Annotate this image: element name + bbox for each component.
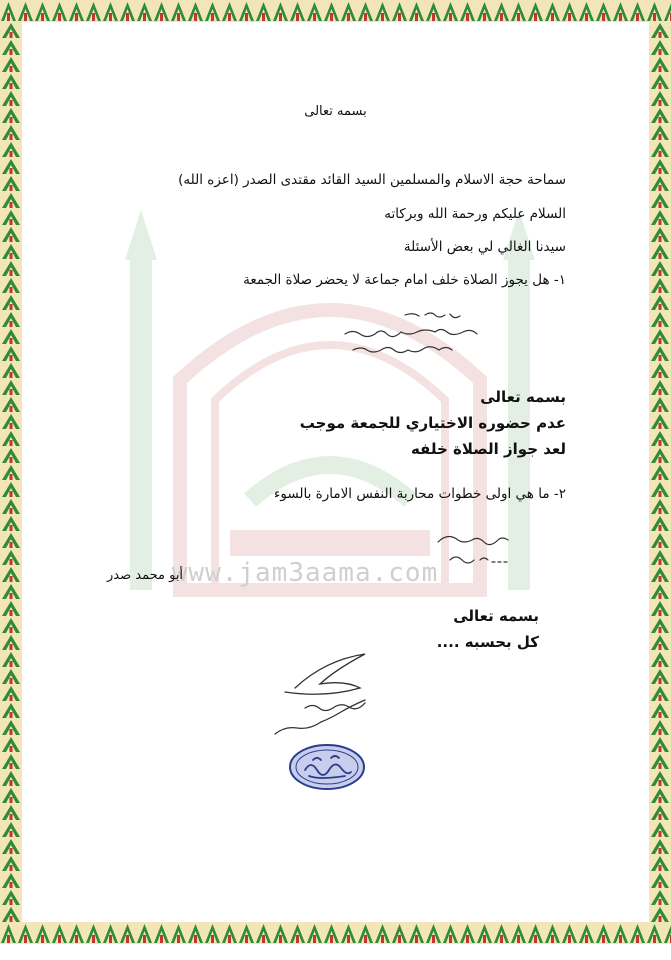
signer-name: أبو محمد صدر — [107, 568, 184, 583]
watermark-url: www.jam3aama.com — [171, 558, 439, 588]
answer-1-line-1: عدم حضوره الاختياري للجمعة موجب — [299, 414, 566, 432]
handwritten-signature — [265, 650, 395, 740]
greeting: السلام عليكم ورحمة الله وبركاته — [384, 206, 566, 222]
border-top — [0, 0, 671, 22]
handwritten-answer-1 — [335, 310, 510, 365]
official-stamp — [287, 742, 367, 792]
border-bottom — [0, 922, 671, 944]
answer-1-header: بسمه تعالى — [480, 388, 566, 406]
answer-2-line-1: كل بحسبه .... — [436, 633, 539, 651]
border-right — [649, 22, 671, 922]
salutation: سماحة حجة الاسلام والمسلمين السيد القائد مقتدى الصدر (اعزه الله) — [178, 172, 566, 188]
page-header: بسمه تعالى — [304, 104, 367, 119]
answer-1-line-2: لعد جواز الصلاة خلفه — [410, 440, 566, 458]
handwritten-answer-2 — [428, 528, 518, 573]
border-left — [0, 22, 22, 922]
question-2: ٢- ما هي اولى خطوات محاربة النفس الامارة بالسوء — [274, 486, 566, 502]
intro: سيدنا الغالي لي بعض الأسئلة — [403, 239, 566, 255]
answer-2-header: بسمه تعالى — [453, 607, 539, 625]
question-1: ١- هل يجوز الصلاة خلف امام جماعة لا يحضر صلاة الجمعة — [243, 272, 566, 288]
